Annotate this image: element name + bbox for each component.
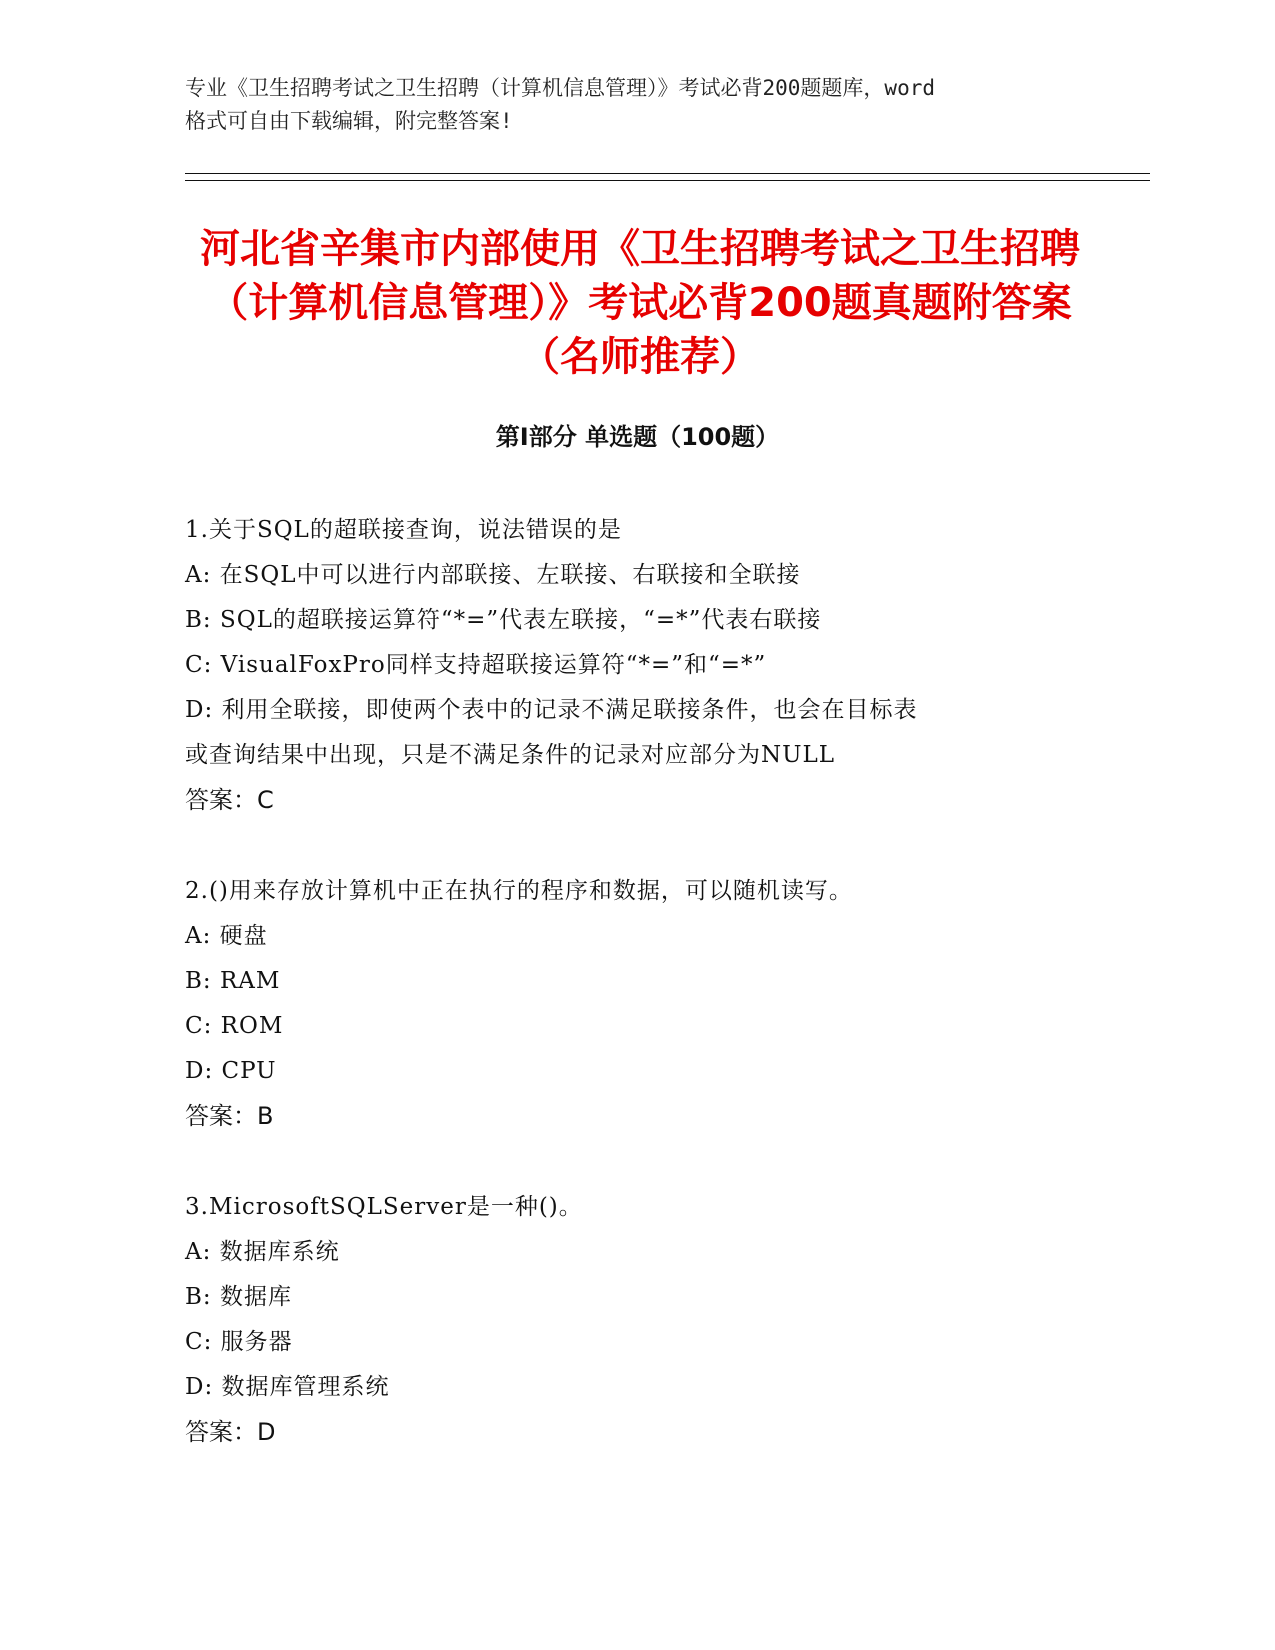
question-3-stem: 3.MicrosoftSQLServer是一种()。 — [185, 1194, 583, 1220]
question-2-option-b: B: RAM — [185, 968, 281, 994]
question-3-option-b: B: 数据库 — [185, 1284, 292, 1310]
question-1-option-b: B: SQL的超联接运算符“*=”代表左联接，“=*”代表右联接 — [185, 607, 822, 633]
header-note — [185, 72, 1085, 138]
question-1-answer: 答案：C — [185, 786, 274, 814]
question-1-option-a: A: 在SQL中可以进行内部联接、左联接、右联接和全联接 — [185, 562, 801, 588]
header-note-line-2: 格式可自由下载编辑，附完整答案! — [185, 109, 513, 133]
question-1-option-c: C: VisualFoxPro同样支持超联接运算符“*=”和“=*” — [185, 652, 767, 678]
header-divider-top — [185, 173, 1150, 174]
question-2-stem: 2.()用来存放计算机中正在执行的程序和数据，可以随机读写。 — [185, 878, 853, 904]
question-3-option-d: D: 数据库管理系统 — [185, 1374, 390, 1400]
header-divider-bottom — [185, 180, 1150, 181]
question-1-option-d-continued: 或查询结果中出现，只是不满足条件的记录对应部分为NULL — [185, 742, 836, 768]
question-2 — [185, 869, 1085, 1139]
question-3-option-c: C: 服务器 — [185, 1329, 293, 1355]
header-note-line-1: 专业《卫生招聘考试之卫生招聘（计算机信息管理）》考试必背200题题库，word — [185, 76, 935, 100]
question-1 — [185, 508, 1085, 823]
question-2-answer: 答案：B — [185, 1102, 274, 1130]
question-3-answer: 答案：D — [185, 1418, 276, 1446]
question-1-option-d: D: 利用全联接，即使两个表中的记录不满足联接条件，也会在目标表 — [185, 697, 918, 723]
question-2-option-c: C: ROM — [185, 1013, 284, 1039]
section-title: 第I部分 单选题（100题） — [495, 423, 780, 451]
question-2-option-d: D: CPU — [185, 1058, 277, 1084]
question-list — [185, 508, 1085, 1501]
question-3-option-a: A: 数据库系统 — [185, 1239, 340, 1265]
document-title: 河北省辛集市内部使用《卫生招聘考试之卫生招聘（计算机信息管理）》考试必背200题真题附答案（名师推荐） — [200, 226, 1080, 380]
question-2-option-a: A: 硬盘 — [185, 923, 268, 949]
question-1-stem: 1.关于SQL的超联接查询，说法错误的是 — [185, 517, 622, 543]
question-3 — [185, 1185, 1085, 1455]
